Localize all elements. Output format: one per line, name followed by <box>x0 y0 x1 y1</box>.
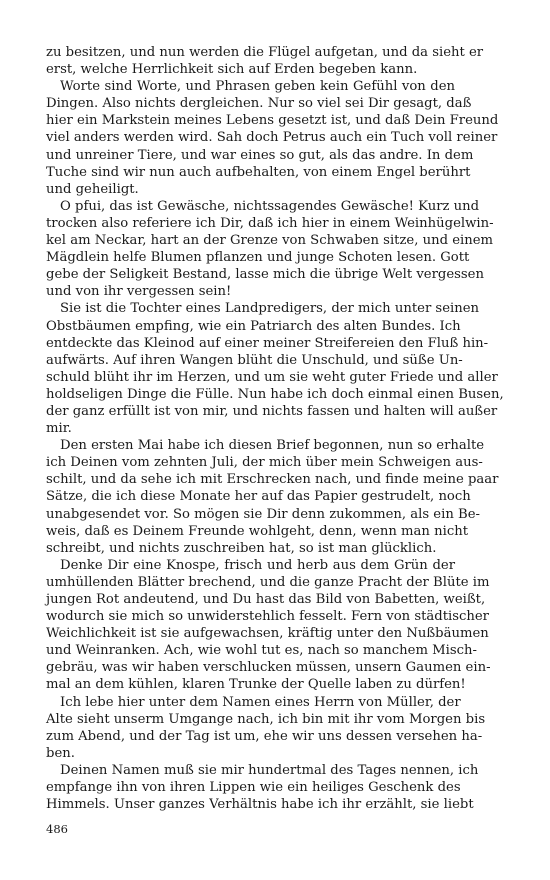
page-number: 486 <box>46 822 68 836</box>
text-line: und Weinranken. Ach, wie wohl tut es, nach so manchem Misch- <box>46 643 477 659</box>
text-line: Mägdlein helfe Blumen pflanzen und junge Schoten lesen. Gott <box>46 250 470 266</box>
text-line: zu besitzen, und nun werden die Flügel aufgetan, und da sieht er <box>46 45 484 60</box>
text-line: Sie ist die Tochter eines Landpredigers, der mich unter seinen <box>60 301 480 317</box>
text-line: Tuche sind wir nun auch aufbehalten, von einem Engel berührt <box>46 164 471 180</box>
text-line: wodurch sie mich so unwiderstehlich fesselt. Fern von städtischer <box>46 609 489 625</box>
text-line: Ich lebe hier unter dem Namen eines Herrn von Müller, der <box>60 694 461 710</box>
text-line: viel anders werden wird. Sah doch Petrus auch ein Tuch voll reiner <box>46 130 498 146</box>
text-line: schreibt, und nichts zuschreiben hat, so ist man glücklich. <box>46 540 437 556</box>
text-line: zum Abend, und der Tag ist um, ehe wir uns dessen versehen ha- <box>46 728 483 744</box>
text-line: empfange ihn von ihren Lippen wie ein heiliges Geschenk des <box>46 780 461 796</box>
text-line: mir. <box>46 421 72 437</box>
text-line: gebe der Seligkeit Bestand, lasse mich die übrige Welt vergessen <box>46 267 484 283</box>
text-line: Worte sind Worte, und Phrasen geben kein Gefühl von den <box>60 79 455 95</box>
text-line: Dingen. Also nichts dergleichen. Nur so viel sei Dir gesagt, daß <box>46 96 472 112</box>
text-line: holdseligen Dinge die Fülle. Nun habe ich doch einmal einen Busen, <box>46 386 504 402</box>
text-line: entdeckte das Kleinod auf einer meiner Streifereien den Fluß hin- <box>46 335 489 351</box>
text-line: jungen Rot andeutend, und Du hast das Bild von Babetten, weißt, <box>46 592 486 607</box>
text-line: schuld blüht ihr im Herzen, und um sie weht guter Friede und aller <box>46 369 498 385</box>
text-line: Obstbäumen empfing, wie ein Patriarch des alten Bundes. Ich <box>46 318 461 334</box>
text-line: Alte sieht unserm Umgange nach, ich bin mit ihr vom Morgen bis <box>46 711 486 727</box>
text-line: Den ersten Mai habe ich diesen Brief begonnen, nun so erhalte <box>60 438 485 454</box>
text-line: gebräu, was wir haben verschlucken müssen, unsern Gaumen ein- <box>46 660 491 676</box>
text-line: und geheiligt. <box>46 181 139 197</box>
text-line: und unreiner Tiere, und war eines so gut, als das andre. In dem <box>46 147 474 163</box>
text-line: und von ihr vergessen sein! <box>46 284 232 300</box>
page-body <box>46 44 504 813</box>
text-line: der ganz erfüllt ist von mir, und nichts fassen und halten will außer <box>46 403 498 419</box>
text-line: Himmels. Unser ganzes Verhältnis habe ich ihr erzählt, sie liebt <box>46 797 474 813</box>
text-line: hier ein Markstein meines Lebens gesetzt ist, und daß Dein Freund <box>46 113 499 129</box>
text-line: Sätze, die ich diese Monate her auf das Papier gestrudelt, noch <box>46 489 471 505</box>
text-line: ich Deinen vom zehnten Juli, der mich über mein Schweigen aus- <box>46 455 483 471</box>
text-line: Deinen Namen muß sie mir hundertmal des Tages nennen, ich <box>60 762 479 778</box>
text-line: erst, welche Herrlichkeit sich auf Erden begeben kann. <box>46 62 418 78</box>
text-line: umhüllenden Blätter brechend, und die ganze Pracht der Blüte im <box>46 574 490 590</box>
text-line: schilt, und da sehe ich mit Erschrecken nach, und finde meine paar <box>46 472 499 488</box>
text-line: Denke Dir eine Knospe, frisch und herb aus dem Grün der <box>60 557 455 573</box>
text-line: ben. <box>46 745 75 761</box>
text-line: Weichlichkeit ist sie aufgewachsen, kräftig unter den Nußbäumen <box>46 626 489 642</box>
text-line: kel am Neckar, hart an der Grenze von Schwaben sitze, und einem <box>46 233 494 249</box>
text-line: weis, daß es Deinem Freunde wohlgeht, denn, wenn man nicht <box>46 523 468 539</box>
text-line: mal an dem kühlen, klaren Trunke der Quelle laben zu dürfen! <box>46 677 466 693</box>
text-line: O pfui, das ist Gewäsche, nichtssagendes Gewäsche! Kurz und <box>60 198 480 214</box>
text-line: trocken also referiere ich Dir, daß ich hier in einem Weinhügelwin- <box>46 215 494 231</box>
text-line: aufwärts. Auf ihren Wangen blüht die Unschuld, und süße Un- <box>46 352 463 368</box>
text-line: unabgesendet vor. So mögen sie Dir denn zukommen, als ein Be- <box>46 506 480 522</box>
